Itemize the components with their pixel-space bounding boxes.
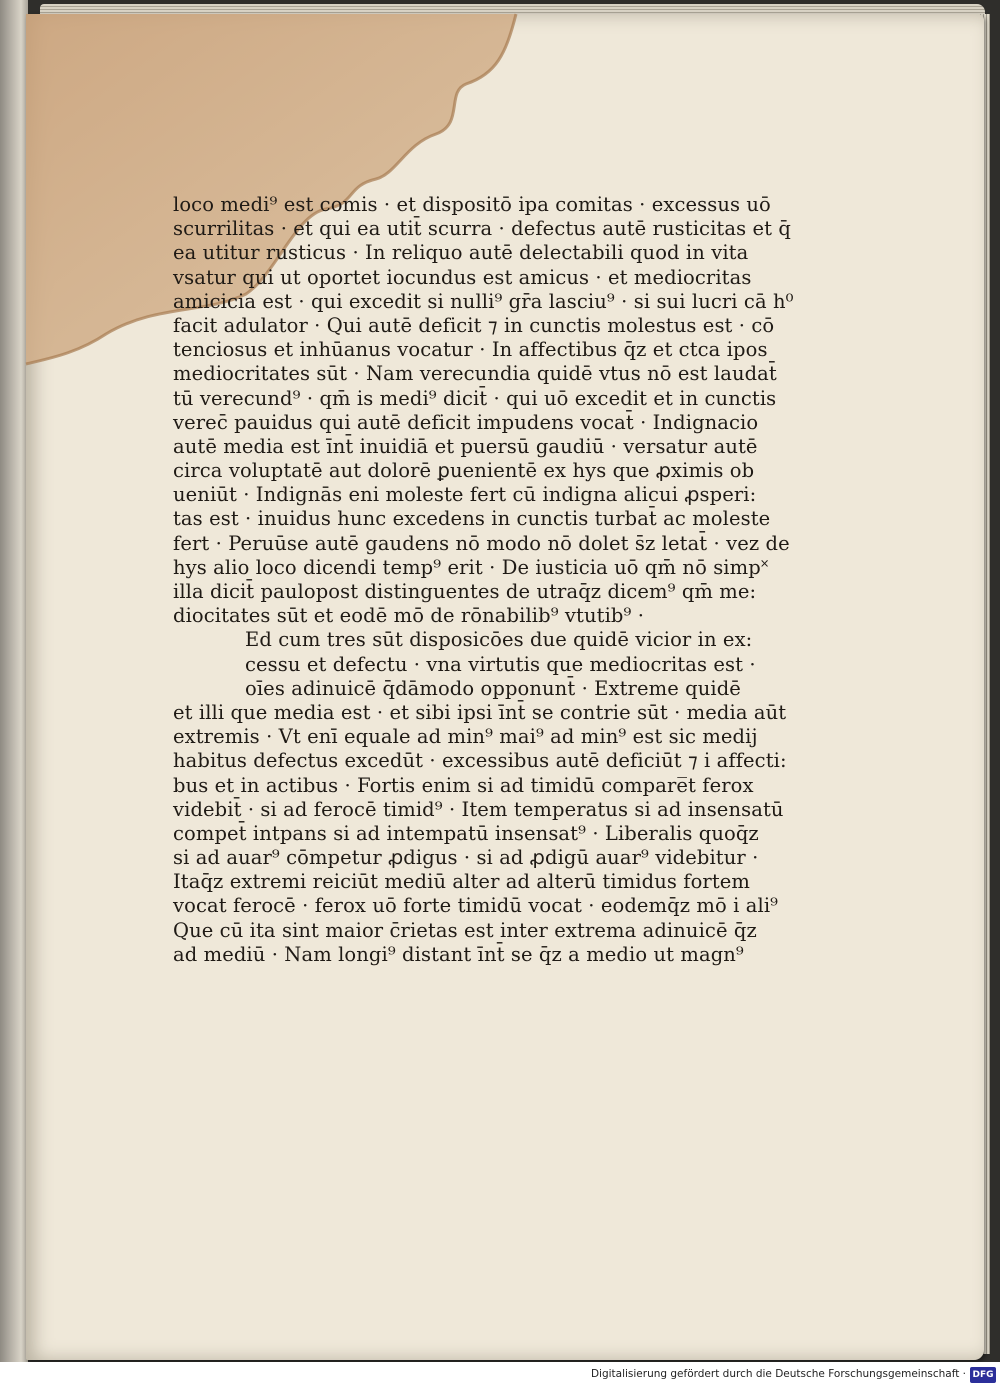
text-line: circa voluptatē aut dolorē ꝑuenientē ex hys que ꝓximis ob	[173, 459, 755, 483]
footer-bar	[0, 1362, 1000, 1389]
text-line: tenciosus et inhūanus vocatur · In affectibus q̄z et ctca ipos	[173, 338, 768, 362]
text-line: si ad auar⁹ cōmpetur ꝓdigus · si ad ꝓdigū auar⁹ videbitur ·	[173, 846, 759, 870]
funding-credit: Digitalisierung gefördert durch die Deutsche Forschungsgemeinschaft ·	[590, 1368, 966, 1380]
text-line: habitus defectus excedūt · excessibus autē deficiūt ⁊ i affecti:	[173, 749, 787, 773]
text-line: extremis · Vt enī equale ad min⁹ mai⁹ ad min⁹ est sic medij	[173, 725, 758, 749]
indented-line: Ed cum tres sūt disposicōes due quidē vicior in ex:	[245, 628, 753, 652]
text-line: verec̄ pauidus qui autē deficit impudens vocat̄ · Indignacio	[173, 410, 759, 434]
dfg-logo: DFG	[970, 1367, 996, 1383]
text-line: amicicia est · qui excedit si nulli⁹ gr̄a lasciu⁹ · si sui lucri cā h⁰	[173, 289, 794, 313]
text-line: diocitates sūt et eodē mō de rōnabilib⁹ vtutib⁹ ·	[173, 604, 645, 628]
text-line: et illi que media est · et sibi ipsi īnt̄ se contrie sūt · media aūt	[173, 700, 787, 724]
text-line: loco medi⁹ est comis · et dispositō ipa comitas · excessus uō	[173, 193, 771, 216]
indented-line: cessu et defectu · vna virtutis que mediocritas est ·	[245, 652, 756, 676]
text-line: compet̄ intpans si ad intempatū insensat⁹ · Liberalis quoq̄z	[173, 821, 759, 845]
text-line: scurrilitas · et qui ea utit̄ scurra · defectus autē rusticitas et q̄	[173, 217, 791, 241]
text-line: ea utitur rusticus · In reliquo autē delectabili quod in vita	[173, 241, 749, 265]
text-block	[173, 193, 794, 967]
text-line: ad mediū · Nam longi⁹ distant īnt̄ se q̄z a medio ut magn⁹	[173, 942, 744, 966]
text-line: vsatur qui ut oportet iocundus est amicus · et mediocritas	[173, 265, 752, 289]
text-line: illa dicit̄ paulopost distinguentes de utraq̄z dicem⁹ qm̄ me:	[173, 580, 757, 603]
text-line: vocat ferocē · ferox uō forte timidū vocat · eodemq̄z mō i ali⁹	[173, 894, 779, 918]
text-line: videbit̄ · si ad ferocē timid⁹ · Item temperatus si ad insensatū	[173, 797, 784, 821]
text-line: autē media est īnt̄ inuidiā et puersū gaudiū · versatur autē	[173, 434, 758, 458]
text-line: fert · Peruūse autē gaudens nō modo nō dolet s̄z letat̄ · vez de	[173, 531, 790, 555]
text-line: ueniūt · Indignās eni moleste fert cū indigna alicui ꝓsperi:	[173, 483, 757, 507]
text-line: Que cū ita sint maior c̄rietas est inter extrema adinuicē q̄z	[173, 918, 757, 942]
text-line: tas est · inuidus hunc excedens in cunctis turbat̄ ac moleste	[173, 507, 771, 531]
text-line: mediocritates sūt · Nam verecundia quidē vtus nō est laudat̄	[173, 362, 777, 386]
indented-line: oīes adinuicē q̄dāmodo opponunt̄ · Extreme quidē	[245, 676, 741, 700]
text-line: bus et in actibus · Fortis enim si ad timidū compare̅t ferox	[173, 773, 754, 797]
previous-page-edge	[0, 0, 28, 1362]
text-line: tū verecund⁹ · qm̄ is medi⁹ dicit̄ · qui uō excedit et in cunctis	[173, 386, 777, 410]
text-line: hys alio loco dicendi temp⁹ erit · De iusticia uō qm̄ nō simp˟	[173, 555, 769, 579]
text-line: Itaq̄z extremi reiciūt mediū alter ad alterū timidus fortem	[173, 870, 751, 894]
text-line: facit adulator · Qui autē deficit ⁊ in cunctis molestus est · cō	[173, 313, 775, 337]
